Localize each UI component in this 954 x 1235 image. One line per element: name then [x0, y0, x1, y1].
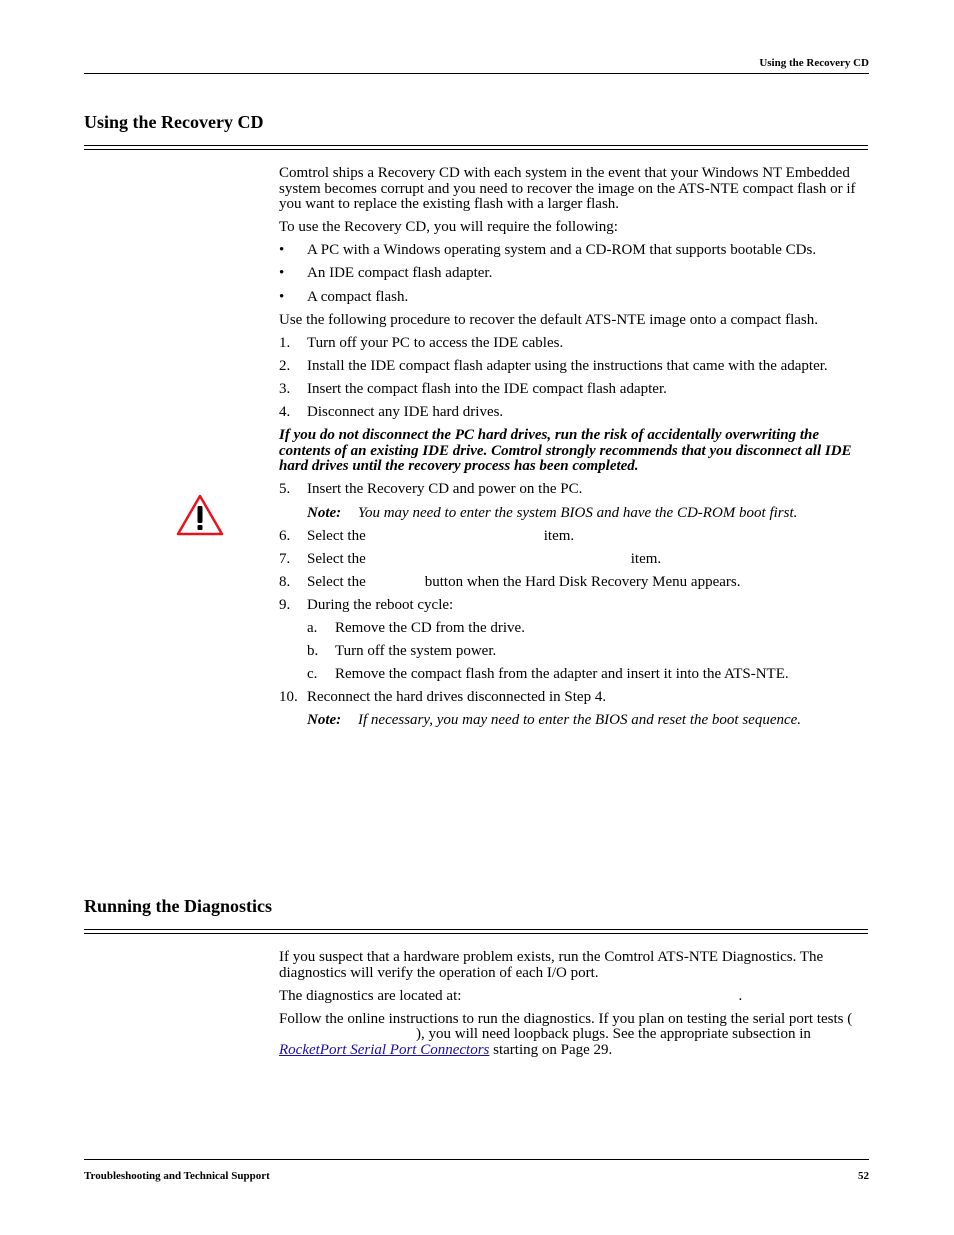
- intro-paragraph: Comtrol ships a Recovery CD with each system in the event that your Windows NT Embedded system becomes corrupt and you need to recover the image on the ATS-NTE compact flash or if you want to replace the existing flash with a larger flash.: [279, 165, 856, 213]
- step-item: 4. Disconnect any IDE hard drives.: [279, 404, 504, 421]
- footer-chapter: Troubleshooting and Technical Support: [84, 1170, 270, 1182]
- note-bios-reset: Note: If necessary, you may need to enter the BIOS and reset the boot sequence.: [307, 712, 802, 729]
- section-rule-diagnostics: [84, 929, 868, 934]
- substep-item: c. Remove the compact flash from the adapter and insert it into the ATS-NTE.: [307, 666, 789, 683]
- note-bios-boot: Note: You may need to enter the system BIOS and have the CD-ROM boot first.: [307, 504, 798, 521]
- diagnostics-intro: If you suspect that a hardware problem exists, run the Comtrol ATS-NTE Diagnostics. The diagnostics will verify the operation of each I/O port.: [279, 949, 824, 981]
- substep-item: b. Turn off the system power.: [307, 643, 497, 660]
- diagnostics-instructions: Follow the online instructions to run the diagnostics. If you plan on testing the serial port tests (), you will need loopback plugs. See the appropriate subsection in RocketPort Serial Port Connectors starting on Page 29.: [279, 1010, 853, 1058]
- rocketport-connectors-link[interactable]: RocketPort Serial Port Connectors: [279, 1041, 490, 1058]
- step-item: 2. Install the IDE compact flash adapter using the instructions that came with the adapter.: [279, 357, 828, 374]
- bullet-item: • An IDE compact flash adapter.: [279, 265, 493, 282]
- procedure-lead: Use the following procedure to recover the default ATS-NTE image onto a compact flash.: [279, 311, 818, 328]
- substep-item: a. Remove the CD from the drive.: [307, 619, 525, 636]
- footer-rule: [84, 1159, 869, 1160]
- recovery-cd-body: [279, 166, 869, 736]
- diagnostics-location: The diagnostics are located at: .: [279, 987, 743, 1004]
- bullet-item: • A PC with a Windows operating system and a CD-ROM that supports bootable CDs.: [279, 242, 817, 259]
- step-item: 5. Insert the Recovery CD and power on the PC.: [279, 481, 583, 498]
- section-title-recovery-cd: Using the Recovery CD: [84, 112, 264, 132]
- step-item: 9. During the reboot cycle:: [279, 596, 454, 613]
- step-item: 8. Select the button when the Hard Disk Recovery Menu appears.: [279, 573, 741, 590]
- header-rule: [84, 73, 869, 74]
- step-item: 1. Turn off your PC to access the IDE cables.: [279, 334, 564, 351]
- diagnostics-body: [279, 950, 869, 1066]
- step-item: 7. Select the item.: [279, 550, 662, 567]
- section-rule-recovery-cd: [84, 145, 868, 150]
- step-item: 10. Reconnect the hard drives disconnected in Step 4.: [279, 689, 607, 706]
- step-item: 6. Select the item.: [279, 527, 575, 544]
- require-lead: To use the Recovery CD, you will require the following:: [279, 219, 618, 236]
- page-number: 52: [858, 1170, 869, 1182]
- warning-text: If you do not disconnect the PC hard drives, run the risk of accidentally overwriting the contents of an existing IDE drive. Comtrol strongly recommends that you disconnect all IDE hard drives until the recovery process has been completed.: [279, 427, 852, 475]
- warning-icon: [176, 494, 224, 536]
- section-title-diagnostics: Running the Diagnostics: [84, 896, 273, 916]
- step-item: 3. Insert the compact flash into the IDE compact flash adapter.: [279, 380, 667, 397]
- bullet-item: • A compact flash.: [279, 288, 409, 305]
- running-header: Using the Recovery CD: [759, 57, 869, 69]
